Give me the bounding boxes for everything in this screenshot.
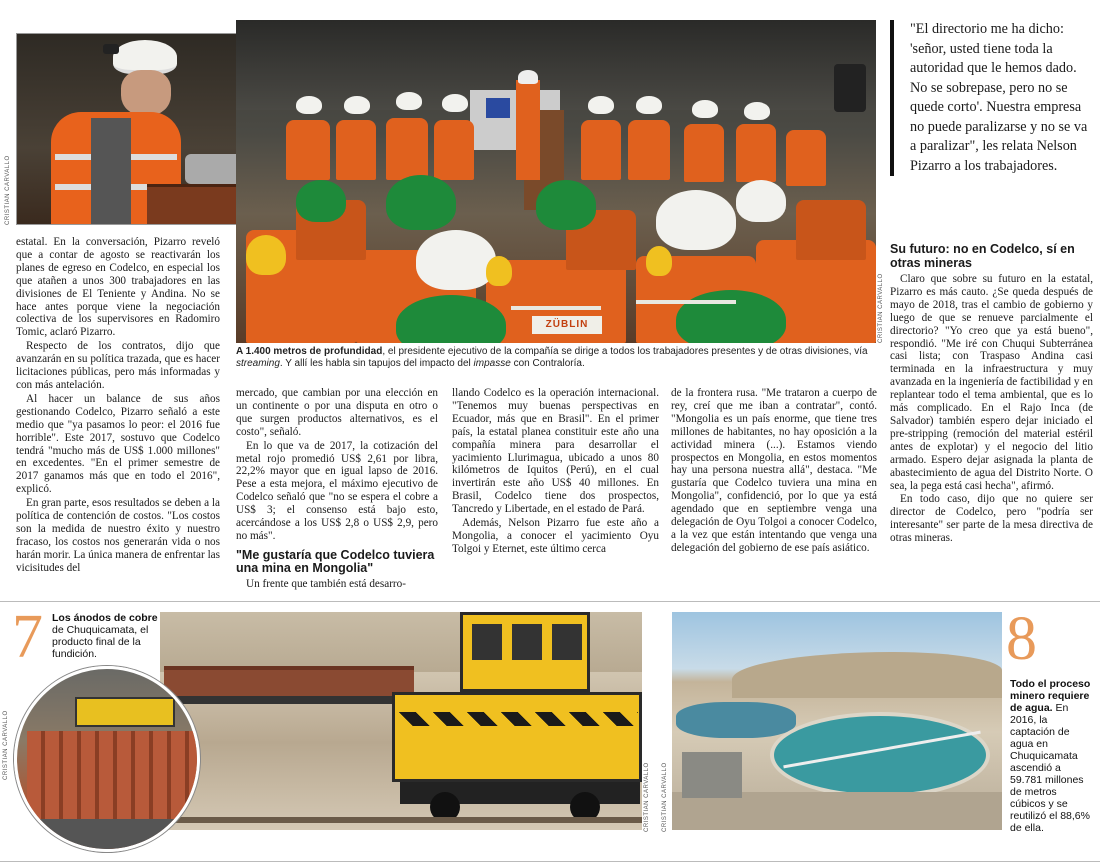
paragraph: llando Codelco es la operación internacional. "Tenemos muy buenas perspectivas en Ecuador, más que en Brasil". En el primer país, la estatal planea constituir este año una compañía minera para desarrollar el yacimiento Llurimagua, ubicado a unos 80 kilómetros de Iquitos (Perú), en el cual invertirán este año US$ 40 millones. En Brasil, Codelco tiene dos prospectos, Tancredo y Libertade, en el estado de Pará. <box>452 387 659 516</box>
photo-credit: CRISTIAN CARVALLO <box>662 762 668 832</box>
item-number-7: 7 <box>12 603 43 671</box>
tunnel-meeting-photo <box>236 20 876 343</box>
paragraph: En lo que va de 2017, la cotización del metal rojo promedió US$ 2,61 por libra, 22,2% mayor que en igual lapso de 2016. Pese a esta mejora, el máximo ejecutivo de Codelco señaló que "no se espera el cobre a US$ 3; el consenso está bajo esto, acercándose a los US$ 2,8 o US$ 2,9, pero no más". <box>236 439 438 542</box>
water-plant-photo <box>672 612 1002 830</box>
green-helmet <box>386 175 456 230</box>
item-number-8: 8 <box>1006 605 1037 673</box>
paragraph: de la frontera rusa. "Me trataron a cuerpo de rey, creí que me iban a contratar", contó. "Mongolia es un país enorme, que tiene tres millones de habitantes, no hay oposición a la actividad minera (...). Estamos viendo prospectos en Mongolia, en estos momentos hay una persona nuestra allá", destaca. "Me gustaría que Codelco tuviera una mina en Mongolia", confidenció, por lo que ya está agendado que en septiembre venga una delegación de Oyu Tolgoi a conocer Codelco, a la vez que están intentando que venga una delegación del gobierno de ese país asiático. <box>671 387 877 554</box>
paragraph: estatal. En la conversación, Pizarro reveló que a contar de agosto se reactivarán los planes de egreso en Codelco, en especial los que atañen a unos 300 trabajadores en las divisiones de El Teniente y Andina. No se hace antes porque viene la negociación colectiva de los supervisores en Radomiro Tomic, aclaró Pizarro. <box>16 236 220 339</box>
paragraph: Además, Nelson Pizarro fue este año a Mongolia, a conocer el yacimiento Oyu Tolgoi y Eternet, este último cerca <box>452 517 659 555</box>
item-8-caption: Todo el proceso minero requiere de agua. En 2016, la captación de agua en Chuquicamata ascendió a 59.781 millones de metros cúbicos y se reutilizó el 88,6% de ella. <box>1010 678 1091 834</box>
article-column-5 <box>890 243 1093 546</box>
locomotive-photo <box>160 612 642 830</box>
main-photo-caption: A 1.400 metros de profundidad, el presidente ejecutivo de la compañía se dirige a todos los trabajadores presentes y de otras divisiones, vía streaming. Y allí les habla sin tapujos del impacto del impasse con Contraloría. <box>236 346 868 369</box>
photo-credit: CRISTIAN CARVALLO <box>3 710 9 780</box>
article-column-1 <box>16 236 220 576</box>
paragraph: Un frente que también está desarro- <box>246 577 406 590</box>
article-column-2 <box>236 387 438 592</box>
pull-quote: "El directorio me ha dicho: 'señor, usted tiene toda la autoridad que le hemos dado. No se sobrepase, pero no se quede corto'. Nuestra empresa no puede paralizarse y no se va a paralizar", les relata Nelson Pizarro a los trabajadores. <box>890 20 1090 176</box>
bottom-divider <box>0 861 1100 862</box>
article-column-4 <box>671 387 877 556</box>
copper-anodes-photo <box>14 666 200 852</box>
speaker-helmet <box>113 40 177 74</box>
caption-lead: A 1.400 metros de profundidad <box>236 346 383 357</box>
paragraph: Respecto de los contratos, dijo que avanzarán en su política trazada, que es hacer licitaciones públicas, pero más informadas y con más antelación. <box>16 340 220 391</box>
photo-credit: CRISTIAN CARVALLO <box>644 762 650 832</box>
zublin-label: ZÜBLIN <box>532 316 602 334</box>
section-heading-mongolia: "Me gustaría que Codelco tuviera una mina en Mongolia" <box>236 547 435 576</box>
water-tank <box>770 712 990 798</box>
paragraph: Claro que sobre su futuro en la estatal, Pizarro es más cauto. ¿Se queda después de mayo de 2018, tras el cambio de gobierno y luego de que se renueve parcialmente el directorio? "Yo creo que ya está bueno", respondió. "Me iré con Chuqui Subterránea casi lista; con Traspaso Andina casi terminada en la infraestructura y muy avanzada en la ingeniería de factibilidad y en replantear todo el tema ambiental, que es lo más complicado. En el Rajo Inca (de Salvador) también espero dejar iniciado el pre-stripping (remoción del material estéril antes de explotar) y el negocio del litio armado. Espero dejar asignada la planta de abastecimiento de agua del Distrito Norte. O sea, la pega está casi hecha", afirmó. <box>890 273 1093 492</box>
photo-credit: CRISTIAN CARVALLO <box>5 155 11 225</box>
paragraph: Al hacer un balance de sus años gestionando Codelco, Pizarro señaló a este medio que "ya pasamos lo peor: el 2016 fue horrible". Este 2017, sostuvo que Codelco tendrá "mucho más de US$ 1.000 millones" en excedentes. "En el primer semestre de 2017 ganamos más que en todo el 2016", explicó. <box>16 392 220 496</box>
section-heading-future: Su futuro: no en Codelco, sí en otras mineras <box>890 242 1075 270</box>
paragraph: mercado, que cambian por una elección en un continente o por una disputa en otro o que surgen productos alternativos, es el costo", señaló. <box>236 387 438 438</box>
section-divider <box>0 601 1100 602</box>
paragraph: En gran parte, esos resultados se deben a la política de contención de costos. "Los costos son la medida de nuestro éxito y nuestro fracaso, los costos nos generarán vida o nos harán morir. La única manera de enfrentar las vicisitudes del <box>16 497 220 574</box>
article-column-3 <box>452 387 659 557</box>
paragraph: En todo caso, dijo que no quiere ser director de Codelco, pero "podría ser interesante" ser parte de la mesa directiva de otras mineras. <box>890 493 1093 545</box>
item-7-caption: Los ánodos de cobre de Chuquicamata, el producto final de la fundición. <box>52 612 158 660</box>
photo-credit: CRISTIAN CARVALLO <box>878 273 884 343</box>
